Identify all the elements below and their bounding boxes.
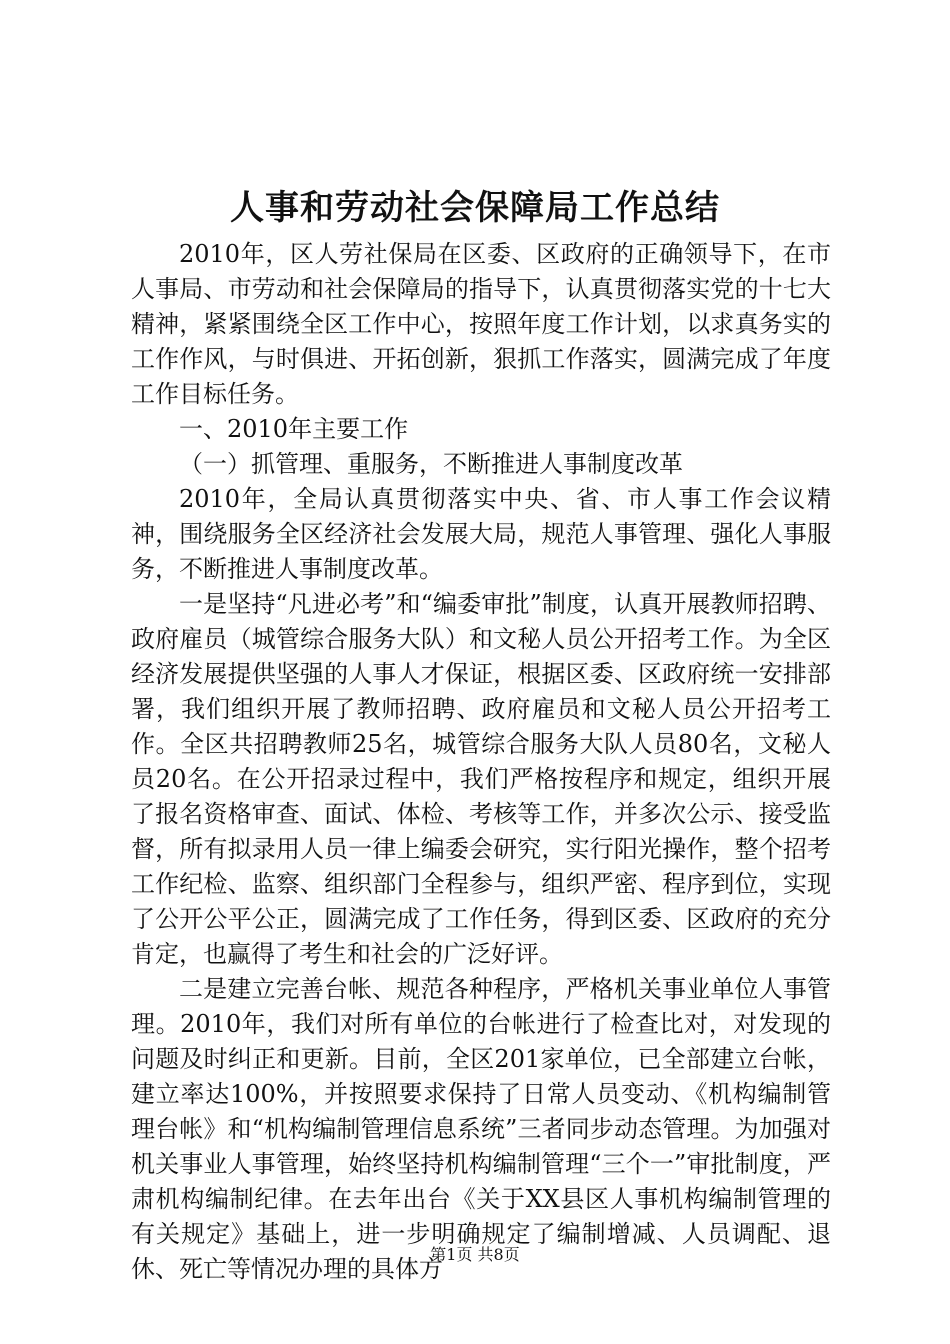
section-heading: 一、2010年主要工作	[179, 415, 409, 443]
body-paragraph: 2010年，全局认真贯彻落实中央、省、市人事工作会议精神，围绕服务全区经济社会发展大局，规范人事管理、强化人事服务，不断推进人事制度改革。	[131, 485, 831, 583]
document-title: 人事和劳动社会保障局工作总结	[230, 188, 720, 228]
subsection-heading: （一）抓管理、重服务，不断推进人事制度改革	[179, 450, 683, 478]
body-paragraph: 二是建立完善台帐、规范各种程序，严格机关事业单位人事管理。2010年，我们对所有单位的台帐进行了检查比对，对发现的问题及时纠正和更新。目前，全区201家单位，已全部建立台帐，建立率达100%，并按照要求保持了日常人员变动、《机构编制管理台帐》和“机构编制管理信息系统”三者同步动态管理。为加强对机关事业人事管理，始终坚持机构编制管理“三个一”审批制度，严肃机构编制纪律。在去年出台《关于XX县区人事机构编制管理的有关规定》基础上，进一步明确规定了编制增减、人员调配、退休、死亡等情况办理的具体方	[131, 975, 831, 1283]
body-paragraph: 一是坚持“凡进必考”和“编委审批”制度，认真开展教师招聘、政府雇员（城管综合服务大队）和文秘人员公开招考工作。为全区经济发展提供坚强的人事人才保证，根据区委、区政府统一安排部署，我们组织开展了教师招聘、政府雇员和文秘人员公开招考工作。全区共招聘教师25名，城管综合服务大队人员80名，文秘人员20名。在公开招录过程中，我们严格按程序和规定，组织开展了报名资格审查、面试、体检、考核等工作，并多次公示、接受监督，所有拟录用人员一律上编委会研究，实行阳光操作，整个招考工作纪检、监察、组织部门全程参与，组织严密、程序到位，实现了公开公平公正，圆满完成了工作任务，得到区委、区政府的充分肯定，也赢得了考生和社会的广泛好评。	[131, 590, 831, 968]
document-body	[131, 237, 831, 1287]
intro-paragraph: 2010年，区人劳社保局在区委、区政府的正确领导下，在市人事局、市劳动和社会保障局的指导下，认真贯彻落实党的十七大精神，紧紧围绕全区工作中心，按照年度工作计划，以求真务实的工作作风，与时俱进、开拓创新，狠抓工作落实，圆满完成了年度工作目标任务。	[131, 240, 831, 408]
page-number-footer: 第1页 共8页	[430, 1245, 520, 1264]
